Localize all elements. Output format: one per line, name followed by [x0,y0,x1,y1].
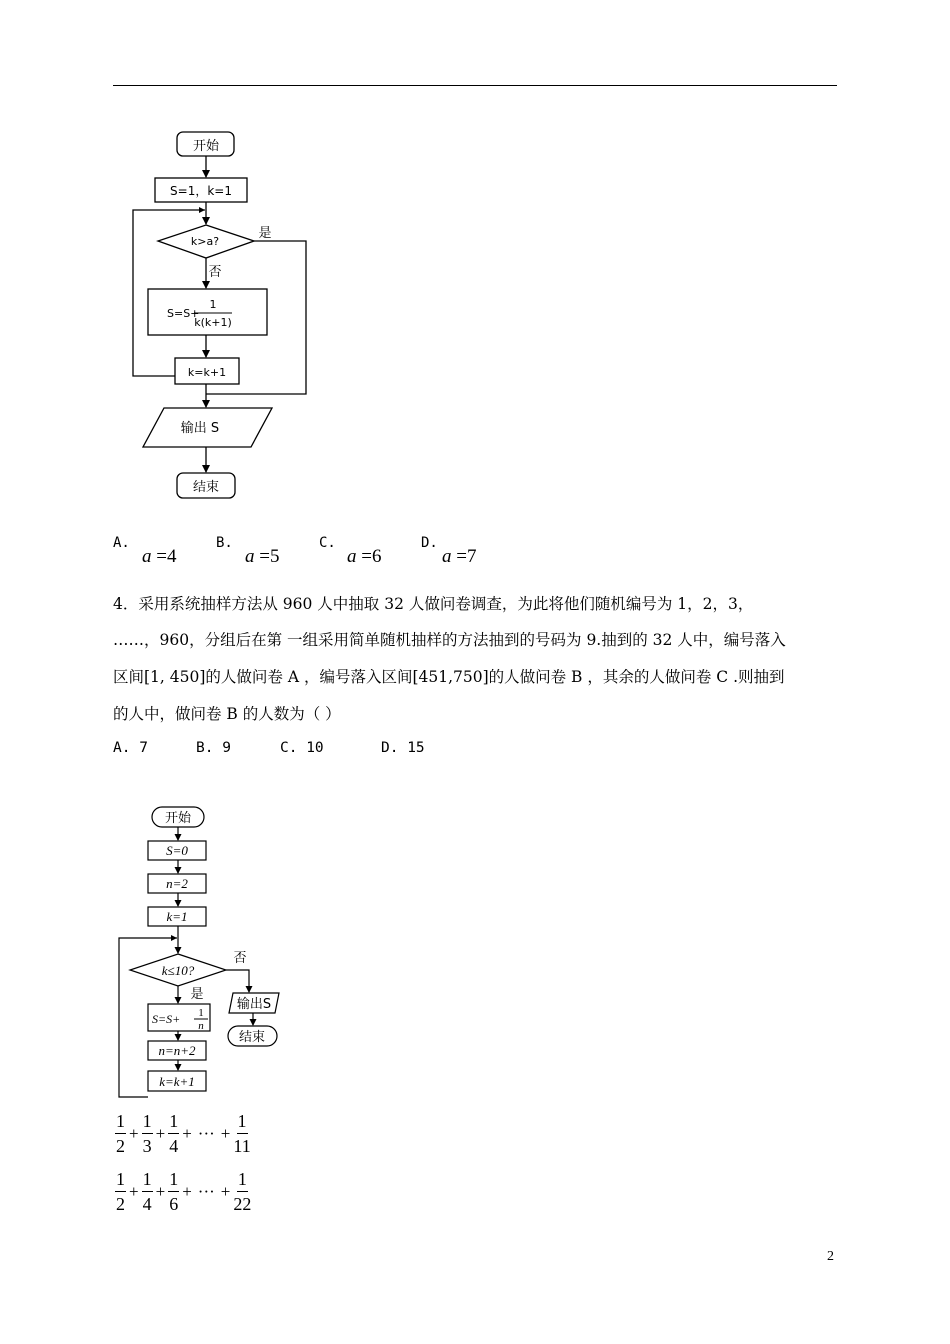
page-number: 2 [827,1249,834,1264]
fraction: $\frac{1}{3}$ [142,1111,152,1156]
fraction: $\frac{1}{2}$ [116,1111,125,1156]
end-label: 结束 [192,480,220,495]
ellipsis: ··· [197,1123,215,1143]
end-label-2: 结束 [238,1030,266,1045]
fraction: $\frac{1}{2}$ [116,1169,125,1214]
output-label: 输出 S [180,421,220,436]
fraction: $\frac{1}{22}$ [233,1169,252,1214]
update-s-denominator: k(k+1) [194,316,232,329]
fraction: $\frac{1}{6}$ [169,1169,179,1214]
q4-choice-a: A. 7 [113,740,148,756]
update-k-label: k=k+1 [187,366,227,379]
q4-choice-b: B. 9 [196,740,231,756]
flowchart-2 [110,800,290,1100]
s0-label: S=0 [166,843,188,858]
sum-expression-1: $\frac{1}{2}$ + $\frac{1}{3}$ + $\frac{1}{4}$ + ··· + $\frac{1}{11}$ [116,1111,251,1156]
update-s-denominator-2: n [198,1020,204,1032]
start-label-2: 开始 [164,811,192,826]
no-label-2: 否 [233,951,247,966]
ellipsis: ··· [197,1181,215,1201]
n2-label: n=2 [166,876,188,891]
update-s-prefix-2: S=S+ [152,1012,181,1026]
fraction: $\frac{1}{4}$ [169,1111,179,1156]
update-k-label-2: k=k+1 [159,1074,195,1089]
output-label-2: 输出S [236,997,272,1012]
yes-label: 是 [258,226,272,241]
condition-label: k>a? [190,235,220,248]
no-label: 否 [208,265,222,280]
sum-expression-2: $\frac{1}{2}$ + $\frac{1}{4}$ + $\frac{1}{6}$ + ··· + $\frac{1}{22}$ [116,1169,252,1214]
q4-choice-c: C. 10 [280,740,324,756]
option-c-letter: C. [319,535,336,551]
update-s-numerator-2: 1 [198,1007,204,1019]
k1-label: k=1 [166,909,188,924]
flowchart-1 [110,120,330,510]
option-d-value: a =7 [442,546,477,567]
condition-label-2: k≤10? [161,963,195,978]
start-label: 开始 [192,139,220,154]
option-a-value: a =4 [142,546,177,567]
no-branch-line [226,970,249,992]
option-a-letter: A. [113,535,130,551]
fraction: $\frac{1}{4}$ [142,1169,152,1214]
option-b-letter: B. [216,535,233,551]
update-n-label: n=n+2 [158,1043,196,1058]
fraction: $\frac{1}{11}$ [233,1111,251,1156]
header-rule [113,85,837,86]
option-b-value: a =5 [245,546,280,567]
option-c-value: a =6 [347,546,382,567]
q4-line-4: 的人中，做问卷 B 的人数为（ ） [113,705,341,723]
update-s-prefix: S=S+ [167,307,200,320]
q4-line-3: 区间[1, 450]的人做问卷 A ，编号落入区间[451,750]的人做问卷 B ，其余的人做问卷 C .则抽到 [113,668,785,686]
option-d-letter: D. [421,535,438,551]
q4-line-2: ……，960，分组后在第 一组采用简单随机抽样的方法抽到的号码为 9.抽到的 32 人中，编号落入 [113,631,786,649]
q4-choice-d: D. 15 [381,740,425,756]
update-s-numerator: 1 [209,298,217,311]
q4-line-1: 4．采用系统抽样方法从 960 人中抽取 32 人做问卷调查，为此将他们随机编号为 1，2，3， [113,595,754,613]
init-label: S=1，k=1 [170,184,232,198]
yes-label-2: 是 [190,987,204,1002]
